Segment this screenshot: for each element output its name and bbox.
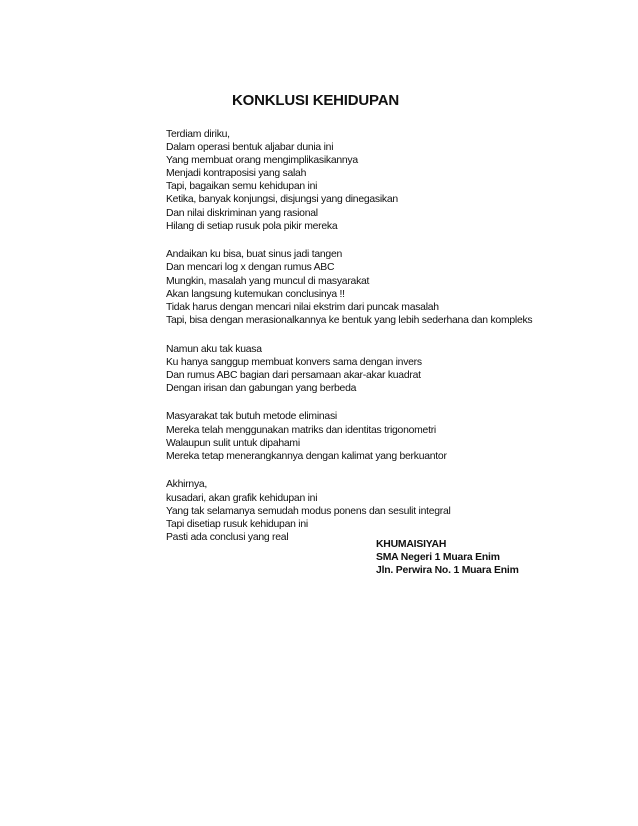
poem-line: Dan nilai diskriminan yang rasional [166,207,318,219]
poem-line: Akan langsung kutemukan conclusinya !! [166,288,345,300]
stanza-2 [166,248,606,327]
author-name: KHUMAISIYAH [376,539,447,550]
author-address: Jln. Perwira No. 1 Muara Enim [376,565,519,577]
poem-line: Tapi disetiap rusuk kehidupan ini [166,518,308,530]
poem-line: Menjadi kontraposisi yang salah [166,168,307,180]
poem-line: Tidak harus dengan mencari nilai ekstrim dari puncak masalah [166,301,439,313]
poem-line: Ketika, banyak konjungsi, disjungsi yang dinegasikan [166,194,398,206]
author-school: SMA Negeri 1 Muara Enim [376,552,500,564]
poem-line: Tapi, bagaikan semu kehidupan ini [166,181,318,193]
poem-line: Mungkin, masalah yang muncul di masyarakat [166,275,370,287]
poem-line: Pasti ada conclusi yang real [166,531,289,543]
poem-line: Andaikan ku bisa, buat sinus jadi tangen [166,249,343,261]
poem-line: Dalam operasi bentuk aljabar dunia ini [166,142,334,154]
author-signature [376,538,519,577]
poem-line: Dengan irisan dan gabungan yang berbeda [166,382,357,394]
stanza-5 [166,478,606,543]
poem-line: Akhirnya, [166,479,208,491]
poem-line: kusadari, akan grafik kehidupan ini [166,492,318,504]
stanza-4 [166,410,606,462]
poem-line: Walaupun sulit untuk dipahami [166,437,300,449]
stanza-3 [166,343,606,395]
poem-line: Ku hanya sanggup membuat konvers sama dengan invers [166,356,422,368]
poem-line: Dan mencari log x dengan rumus ABC [166,262,335,274]
poem-line: Yang membuat orang mengimplikasikannya [166,155,358,167]
poem-line: Namun aku tak kuasa [166,343,262,355]
stanza-1 [166,128,606,233]
poem-line: Mereka telah menggunakan matriks dan identitas trigonometri [166,424,436,436]
poem-line: Tapi, bisa dengan merasionalkannya ke bentuk yang lebih sederhana dan kompleks [166,314,533,326]
poem-title: KONKLUSI KEHIDUPAN [232,92,399,109]
poem-line: Terdiam diriku, [166,129,230,140]
poem-line: Yang tak selamanya semudah modus ponens dan sesulit integral [166,505,451,517]
poem-line: Dan rumus ABC bagian dari persamaan akar-akar kuadrat [166,369,421,381]
poem-body [166,128,606,560]
poem-line: Hilang di setiap rusuk pola pikir mereka [166,220,338,232]
poem-line: Masyarakat tak butuh metode eliminasi [166,411,337,423]
poem-line: Mereka tetap menerangkannya dengan kalimat yang berkuantor [166,450,447,462]
